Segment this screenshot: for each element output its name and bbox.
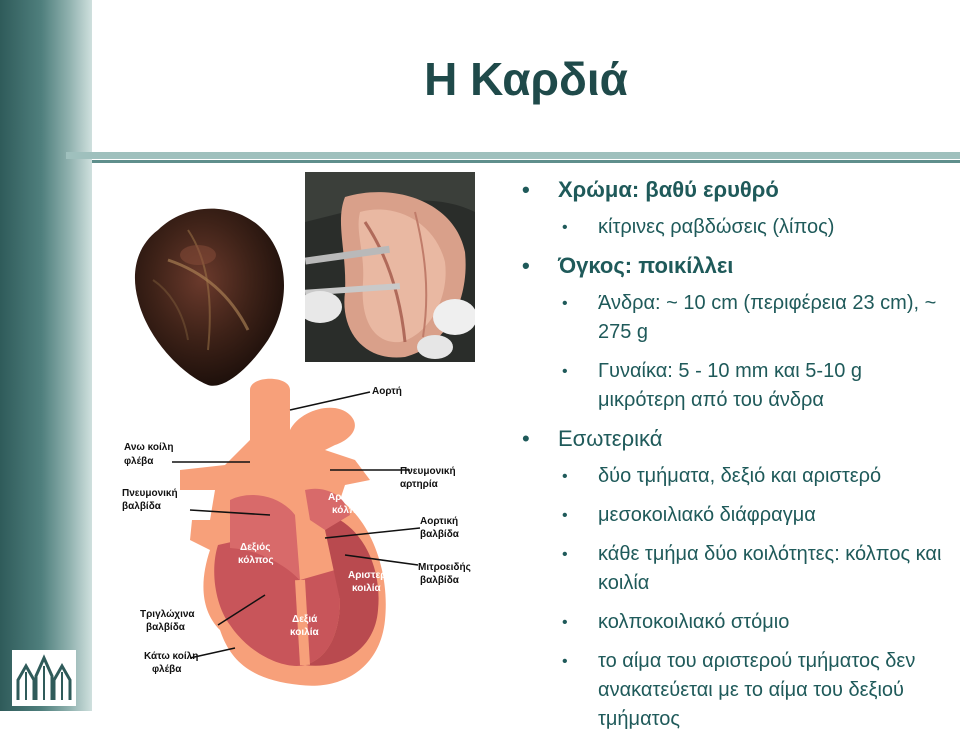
bullet-internal: • Εσωτερικά (522, 425, 952, 452)
dissected-heart-photo (305, 172, 475, 362)
bullet-color-detail: • κίτρινες ραβδώσεις (λίπος) (522, 213, 952, 242)
label-tricuspid-valve: Τριγλώχινα (140, 609, 195, 620)
label-pulm-artery: Πνευμονική (400, 466, 456, 477)
label-left-ventricle: Αριστερή (348, 570, 393, 581)
bullet-av-opening: • κολποκοιλιακό στόμιο (522, 608, 952, 637)
bullet-color: • Χρώμα: βαθύ ερυθρό (522, 176, 952, 203)
bullet-size-male: • Άνδρα: ~ 10 cm (περιφέρεια 23 cm), ~ 275 g (522, 289, 952, 347)
label-sup-vena-cava-2: φλέβα (124, 456, 154, 467)
label-right-ventricle: Δεξιά (292, 614, 318, 625)
title-divider (66, 152, 960, 159)
label-right-ventricle-2: κοιλία (290, 627, 319, 638)
bullet-cavities: • κάθε τμήμα δύο κοιλότητες: κόλπος και κοιλία (522, 540, 952, 598)
label-right-atrium: Δεξιός (240, 542, 271, 553)
bullet-septum: • μεσοκοιλιακό διάφραγμα (522, 501, 952, 530)
bullet-two-parts: • δύο τμήματα, δεξιό και αριστερό (522, 462, 952, 491)
bullet-list (522, 176, 952, 744)
bullet-size: • Όγκος: ποικίλλει (522, 252, 952, 279)
bullet-blood-separation: • το αίμα του αριστερού τμήματος δεν ανακατεύεται με το αίμα του δεξιού τμήματος (522, 647, 952, 734)
label-tricuspid-valve-2: βαλβίδα (146, 622, 185, 633)
label-aortic-valve-2: βαλβίδα (420, 529, 459, 540)
label-left-atrium-2: κόλπος (332, 505, 368, 516)
university-logo (12, 650, 76, 706)
label-inf-vena-cava-2: φλέβα (152, 664, 182, 675)
label-left-atrium: Αριστερός (328, 492, 378, 503)
title-divider-thin (92, 160, 960, 163)
label-aortic-valve: Αορτική (420, 516, 459, 527)
bullet-size-female: • Γυναίκα: 5 - 10 mm και 5-10 g μικρότερη από του άνδρα (522, 357, 952, 415)
label-right-atrium-2: κόλπος (238, 555, 274, 566)
label-pulm-valve: Πνευμονική (122, 488, 178, 499)
label-pulm-artery-2: αρτηρία (400, 479, 438, 490)
label-mitral-valve-2: βαλβίδα (420, 575, 459, 586)
label-sup-vena-cava: Ανω κοίλη (124, 442, 174, 453)
heart-anatomy-diagram (100, 370, 480, 690)
label-pulm-valve-2: βαλβίδα (122, 501, 161, 512)
label-left-ventricle-2: κοιλία (352, 583, 381, 594)
side-decoration-stripe (0, 0, 92, 711)
label-inf-vena-cava: Κάτω κοίλη (144, 651, 199, 662)
label-mitral-valve: Μιτροειδής (418, 562, 471, 573)
heart-photo (128, 200, 293, 390)
label-aorta: Αορτή (372, 386, 402, 397)
slide-title: Η Καρδιά (424, 53, 628, 105)
